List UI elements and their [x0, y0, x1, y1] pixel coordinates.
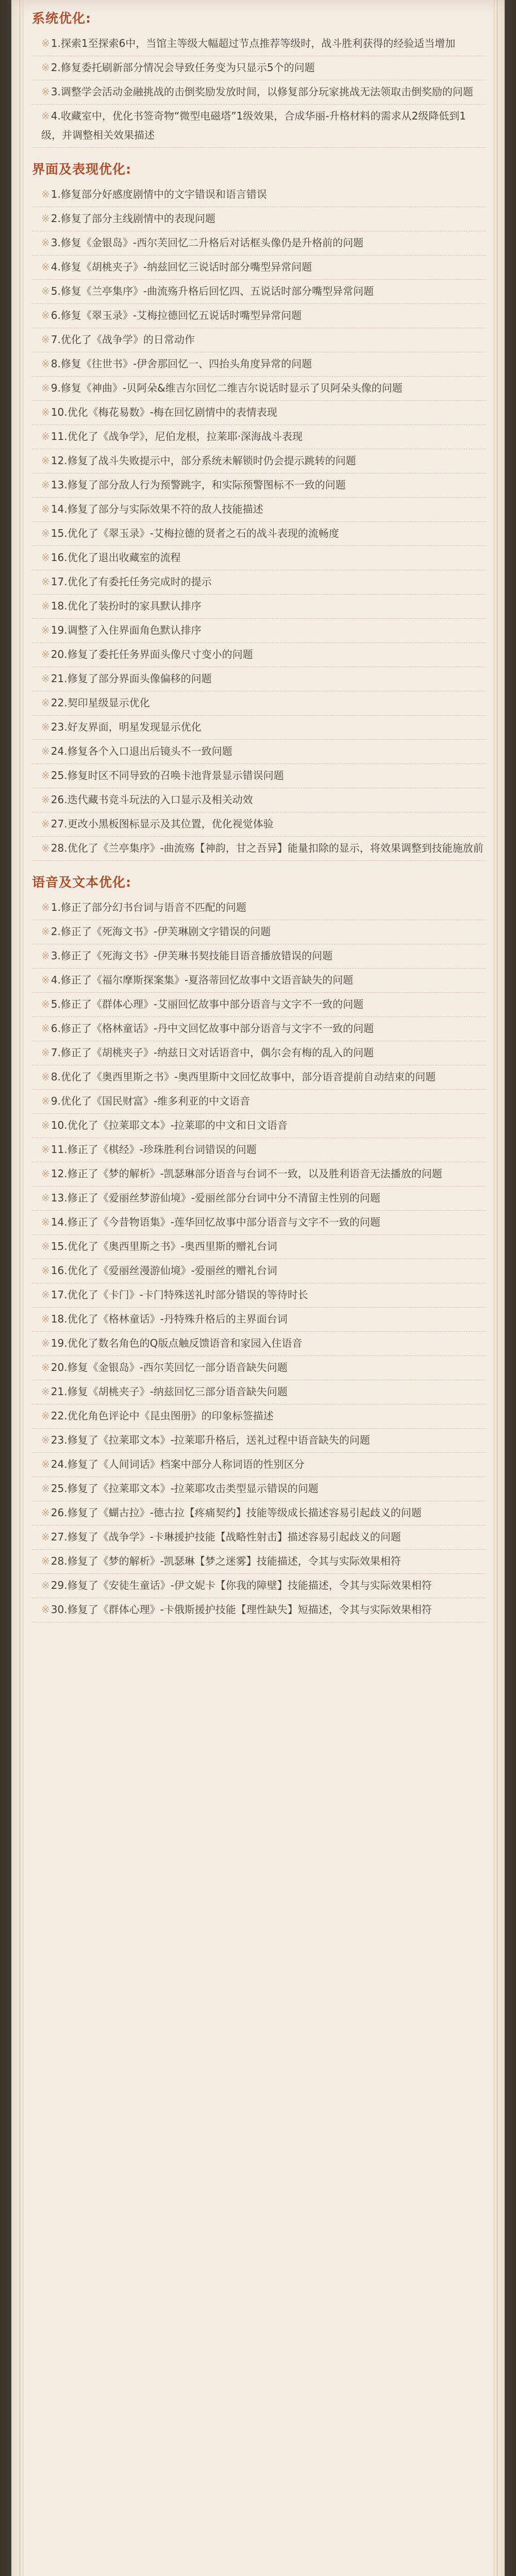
- list-item: [32, 788, 486, 812]
- item-text: 18.优化了《格林童话》-丹特殊升格后的主界面台词: [51, 1313, 288, 1325]
- bullet-mark-icon: ※: [41, 406, 50, 418]
- list-item: [32, 969, 486, 993]
- list-item: [32, 944, 486, 969]
- item-text: 16.优化了退出收藏室的流程: [51, 551, 181, 564]
- item-text: 26.迭代藏书竞斗玩法的入口显示及相关动效: [51, 793, 253, 806]
- list-item: [32, 449, 486, 473]
- list-item: [32, 570, 486, 595]
- item-text: 1.修复部分好感度剧情中的文字错误和语言错误: [51, 188, 267, 200]
- changelog-section: [32, 159, 486, 861]
- list-item: [32, 1404, 486, 1429]
- bullet-mark-icon: ※: [41, 503, 50, 515]
- item-text: 1.探索1至探索6中，当馆主等级大幅超过节点推荐等级时，战斗胜利获得的经验适当增加: [51, 37, 456, 49]
- list-item: [32, 498, 486, 522]
- list-item: [32, 1162, 486, 1187]
- list-item: [32, 740, 486, 764]
- bullet-mark-icon: ※: [41, 793, 50, 806]
- bullet-mark-icon: ※: [41, 527, 50, 539]
- bullet-mark-icon: ※: [41, 309, 50, 321]
- item-text: 17.优化了《卡门》-卡门特殊送礼时部分错误的等待时长: [51, 1289, 308, 1301]
- item-text: 11.修正了《棋经》-珍珠胜利台词错误的问题: [51, 1143, 257, 1156]
- list-item: [32, 1598, 486, 1622]
- list-item: [32, 837, 486, 861]
- bullet-mark-icon: ※: [41, 1046, 50, 1059]
- item-text: 9.修复《神曲》-贝阿朵&维吉尔回忆二维吉尔说话时显示了贝阿朵头像的问题: [51, 382, 403, 394]
- item-text: 5.修复《兰亭集序》-曲流殇升格后回忆四、五说话时部分嘴型异常问题: [51, 285, 374, 297]
- list-item: [32, 619, 486, 643]
- list-item: [32, 425, 486, 449]
- bullet-mark-icon: ※: [41, 600, 50, 612]
- item-text: 8.修复《往世书》-伊舍那回忆一、四抬头角度异常的问题: [51, 358, 312, 370]
- bullet-mark-icon: ※: [41, 950, 50, 962]
- bullet-mark-icon: ※: [41, 1289, 50, 1301]
- bullet-mark-icon: ※: [41, 648, 50, 660]
- list-item: [32, 1283, 486, 1308]
- list-item: [32, 1114, 486, 1138]
- bullet-mark-icon: ※: [41, 479, 50, 491]
- item-text: 10.优化了《拉莱耶文本》-拉莱耶的中文和日文语音: [51, 1119, 288, 1131]
- bullet-mark-icon: ※: [41, 358, 50, 370]
- item-text: 3.修正了《死海文书》-伊芙琳书契技能目语音播放错误的问题: [51, 950, 333, 962]
- section-title: 系统优化:: [32, 11, 91, 26]
- item-text: 27.更改小黑板图标显示及其位置，优化视觉体验: [51, 818, 274, 830]
- bullet-mark-icon: ※: [41, 575, 50, 588]
- list-item: [32, 1017, 486, 1041]
- bullet-mark-icon: ※: [41, 285, 50, 297]
- list-item: [32, 401, 486, 425]
- item-text: 28.修复了《梦的解析》-凯瑟琳【梦之迷雾】技能描述，令其与实际效果相符: [51, 1555, 401, 1567]
- item-text: 4.修正了《福尔摩斯探案集》-夏洛蒂回忆故事中文语音缺失的问题: [51, 974, 354, 986]
- item-text: 25.修复时区不同导致的召唤卡池背景显示错误问题: [51, 769, 284, 782]
- bullet-mark-icon: ※: [41, 1603, 50, 1616]
- bullet-mark-icon: ※: [41, 842, 50, 854]
- bullet-mark-icon: ※: [41, 624, 50, 636]
- item-text: 9.优化了《国民财富》-维多利亚的中文语音: [51, 1095, 251, 1107]
- item-text: 15.优化了《奥西里斯之书》-奥西里斯的赠礼台词: [51, 1240, 277, 1252]
- item-text: 7.修正了《胡桃夹子》-纳兹日文对话语音中，偶尔会有梅的乱入的问题: [51, 1046, 374, 1059]
- item-text: 20.修复了委托任务界面头像尺寸变小的问题: [51, 648, 253, 660]
- bullet-mark-icon: ※: [41, 1506, 50, 1519]
- bullet-mark-icon: ※: [41, 1555, 50, 1567]
- item-text: 7.优化了《战争学》的日常动作: [51, 333, 195, 346]
- bullet-mark-icon: ※: [41, 1216, 50, 1228]
- item-text: 12.修正了《梦的解析》-凯瑟琳部分语音与台词不一致，以及胜利语音无法播放的问题: [51, 1167, 442, 1180]
- list-item: [32, 546, 486, 570]
- list-item: [32, 993, 486, 1017]
- bullet-mark-icon: ※: [41, 110, 50, 122]
- bullet-mark-icon: ※: [41, 1071, 50, 1083]
- item-text: 4.收藏室中，优化书签奇物“微型电磁塔”1级效果，合成华丽-升格材料的需求从2级降低到1级，并调整相关效果描述: [41, 110, 466, 141]
- item-text: 22.优化角色评论中《昆虫图册》的印象标签描述: [51, 1410, 274, 1422]
- list-item: [32, 304, 486, 328]
- item-text: 13.修正了《爱丽丝梦游仙境》-爱丽丝部分台词中分不清留主性别的问题: [51, 1192, 380, 1204]
- changelog-section: [32, 872, 486, 1622]
- list-item: [32, 328, 486, 352]
- list-item: [32, 896, 486, 920]
- item-text: 28.优化了《兰亭集序》-曲流殇【神韵，甘之吾异】能量扣除的显示，将效果调整到技能施放前: [51, 842, 484, 854]
- bullet-mark-icon: ※: [41, 721, 50, 733]
- item-text: 8.优化了《奥西里斯之书》-奥西里斯中文回忆故事中，部分语音提前自动结束的问题: [51, 1071, 436, 1083]
- list-item: [32, 183, 486, 207]
- list-item: [32, 1065, 486, 1090]
- item-text: 24.修复各个入口退出后镜头不一致问题: [51, 745, 232, 757]
- list-item: [32, 1090, 486, 1114]
- list-item: [32, 1235, 486, 1259]
- bullet-mark-icon: ※: [41, 697, 50, 709]
- bullet-mark-icon: ※: [41, 236, 50, 249]
- bullet-mark-icon: ※: [41, 454, 50, 467]
- list-item: [32, 1574, 486, 1598]
- bullet-mark-icon: ※: [41, 672, 50, 685]
- list-item: [32, 377, 486, 401]
- bullet-mark-icon: ※: [41, 261, 50, 273]
- bullet-mark-icon: ※: [41, 901, 50, 913]
- list-item: [32, 1477, 486, 1501]
- list-item: [32, 1211, 486, 1235]
- list-item: [32, 256, 486, 280]
- bullet-mark-icon: ※: [41, 333, 50, 346]
- item-text: 21.修复了部分界面头像偏移的问题: [51, 672, 212, 685]
- bullet-mark-icon: ※: [41, 188, 50, 200]
- item-text: 10.优化《梅花易数》-梅在回忆剧情中的表情表现: [51, 406, 277, 418]
- item-text: 4.修复《胡桃夹子》-纳兹回忆三说话时部分嘴型异常问题: [51, 261, 312, 273]
- list-item: [32, 522, 486, 546]
- list-item: [32, 473, 486, 498]
- item-text: 11.优化了《战争学》，尼伯龙根，拉莱耶·深海战斗表现: [51, 430, 303, 443]
- list-item: [32, 667, 486, 691]
- section-title: 界面及表现优化:: [32, 162, 131, 177]
- item-text: 2.修正了《死海文书》-伊芙琳剧文字错误的问题: [51, 925, 271, 938]
- bullet-mark-icon: ※: [41, 61, 50, 74]
- list-item: [32, 1138, 486, 1162]
- list-item: [32, 105, 486, 148]
- bullet-mark-icon: ※: [41, 1337, 50, 1349]
- list-item: [32, 56, 486, 80]
- bullet-mark-icon: ※: [41, 1143, 50, 1156]
- bullet-mark-icon: ※: [41, 1313, 50, 1325]
- item-text: 14.修正了《今昔物语集》-莲华回忆故事中部分语音与文字不一致的问题: [51, 1216, 380, 1228]
- list-item: [32, 280, 486, 304]
- list-item: [32, 352, 486, 377]
- item-text: 24.修复了《人间词话》档案中部分人称词语的性别区分: [51, 1458, 305, 1470]
- item-text: 17.优化了有委托任务完成时的提示: [51, 575, 212, 588]
- bullet-mark-icon: ※: [41, 1385, 50, 1398]
- item-text: 22.契印星级显示优化: [51, 697, 150, 709]
- item-text: 23.修复了《拉莱耶文本》-拉莱耶升格后，送礼过程中语音缺失的问题: [51, 1434, 370, 1446]
- item-text: 14.修复了部分与实际效果不符的敌人技能描述: [51, 503, 263, 515]
- list-item: [32, 32, 486, 56]
- bullet-mark-icon: ※: [41, 1192, 50, 1204]
- bullet-mark-icon: ※: [41, 1531, 50, 1543]
- bullet-mark-icon: ※: [41, 818, 50, 830]
- item-text: 2.修复了部分主线剧情中的表现问题: [51, 212, 215, 225]
- list-item: [32, 643, 486, 667]
- item-text: 6.修正了《格林童话》-丹中文回忆故事中部分语音与文字不一致的问题: [51, 1022, 374, 1035]
- list-item: [32, 595, 486, 619]
- bullet-mark-icon: ※: [41, 1434, 50, 1446]
- list-item: [32, 812, 486, 837]
- bullet-mark-icon: ※: [41, 86, 50, 98]
- item-text: 5.修正了《群体心理》-艾丽回忆故事中部分语音与文字不一致的问题: [51, 998, 364, 1010]
- bullet-mark-icon: ※: [41, 1119, 50, 1131]
- bullet-mark-icon: ※: [41, 998, 50, 1010]
- bullet-mark-icon: ※: [41, 430, 50, 443]
- bullet-mark-icon: ※: [41, 1361, 50, 1374]
- item-text: 29.修复了《安徒生童话》-伊文妮卡【你我的障壁】技能描述，令其与实际效果相符: [51, 1579, 432, 1591]
- list-item: [32, 1041, 486, 1065]
- item-text: 21.修复《胡桃夹子》-纳兹回忆三部分语音缺失问题: [51, 1385, 288, 1398]
- item-text: 13.修复了部分敌人行为预警跳字，和实际预警图标不一致的问题: [51, 479, 346, 491]
- list-item: [32, 1453, 486, 1477]
- section-title: 语音及文本优化:: [32, 875, 131, 890]
- list-item: [32, 764, 486, 788]
- item-text: 16.优化了《爱丽丝漫游仙境》-爱丽丝的赠礼台词: [51, 1264, 277, 1277]
- list-item: [32, 1429, 486, 1453]
- item-text: 27.修复了《战争学》-卡琳援护技能【战略性射击】描述容易引起歧义的问题: [51, 1531, 401, 1543]
- list-item: [32, 1526, 486, 1550]
- list-item: [32, 691, 486, 716]
- list-item: [32, 207, 486, 231]
- bullet-mark-icon: ※: [41, 1482, 50, 1495]
- changelog-content: [32, 8, 486, 1634]
- item-text: 1.修正了部分幻书台词与语音不匹配的问题: [51, 901, 246, 913]
- bullet-mark-icon: ※: [41, 1167, 50, 1180]
- item-text: 19.优化了数名角色的Q版点触反馈语音和家园入住语音: [51, 1337, 303, 1349]
- list-item: [32, 1259, 486, 1283]
- bullet-mark-icon: ※: [41, 769, 50, 782]
- item-text: 2.修复委托刷新部分情况会导致任务变为只显示5个的问题: [51, 61, 315, 74]
- bullet-mark-icon: ※: [41, 1240, 50, 1252]
- list-item: [32, 1501, 486, 1526]
- item-text: 20.修复《金银岛》-西尔芙回忆一部分语音缺失问题: [51, 1361, 288, 1374]
- list-item: [32, 80, 486, 105]
- bullet-mark-icon: ※: [41, 1264, 50, 1277]
- list-item: [32, 1308, 486, 1332]
- list-item: [32, 231, 486, 256]
- bullet-mark-icon: ※: [41, 382, 50, 394]
- list-item: [32, 1380, 486, 1404]
- changelog-section: [32, 8, 486, 148]
- item-text: 15.优化了《翠玉录》-艾梅拉德的贤者之石的战斗表现的流畅度: [51, 527, 339, 539]
- list-item: [32, 1187, 486, 1211]
- item-text: 23.好友界面，明星发现显示优化: [51, 721, 202, 733]
- bullet-mark-icon: ※: [41, 1410, 50, 1422]
- bullet-mark-icon: ※: [41, 551, 50, 564]
- bullet-mark-icon: ※: [41, 925, 50, 938]
- bullet-mark-icon: ※: [41, 1022, 50, 1035]
- list-item: [32, 1550, 486, 1574]
- list-item: [32, 716, 486, 740]
- list-item: [32, 920, 486, 944]
- list-item: [32, 1332, 486, 1356]
- bullet-mark-icon: ※: [41, 974, 50, 986]
- bullet-mark-icon: ※: [41, 1579, 50, 1591]
- item-text: 19.调整了入住界面角色默认排序: [51, 624, 202, 636]
- item-text: 3.修复《金银岛》-西尔芙回忆二升格后对话框头像仍是升格前的问题: [51, 236, 364, 249]
- bullet-mark-icon: ※: [41, 1095, 50, 1107]
- bullet-mark-icon: ※: [41, 1458, 50, 1470]
- bullet-mark-icon: ※: [41, 212, 50, 225]
- bullet-mark-icon: ※: [41, 745, 50, 757]
- bullet-mark-icon: ※: [41, 37, 50, 49]
- item-text: 6.修复《翠玉录》-艾梅拉德回忆五说话时嘴型异常问题: [51, 309, 302, 321]
- item-text: 12.修复了战斗失败提示中，部分系统未解锁时仍会提示跳转的问题: [51, 454, 356, 467]
- item-text: 30.修复了《群体心理》-卡俄斯援护技能【理性缺失】短描述，令其与实际效果相符: [51, 1603, 432, 1616]
- item-text: 25.修复了《拉莱耶文本》-拉莱耶攻击类型显示错误的问题: [51, 1482, 319, 1495]
- item-text: 3.调整学会活动金融挑战的击倒奖励发放时间，以修复部分玩家挑战无法领取击倒奖励的问题: [51, 86, 473, 98]
- item-text: 18.优化了装扮时的家具默认排序: [51, 600, 202, 612]
- item-text: 26.修复了《蝴古拉》-德古拉【疼痛契约】技能等级成长描述容易引起歧义的问题: [51, 1506, 422, 1519]
- list-item: [32, 1356, 486, 1380]
